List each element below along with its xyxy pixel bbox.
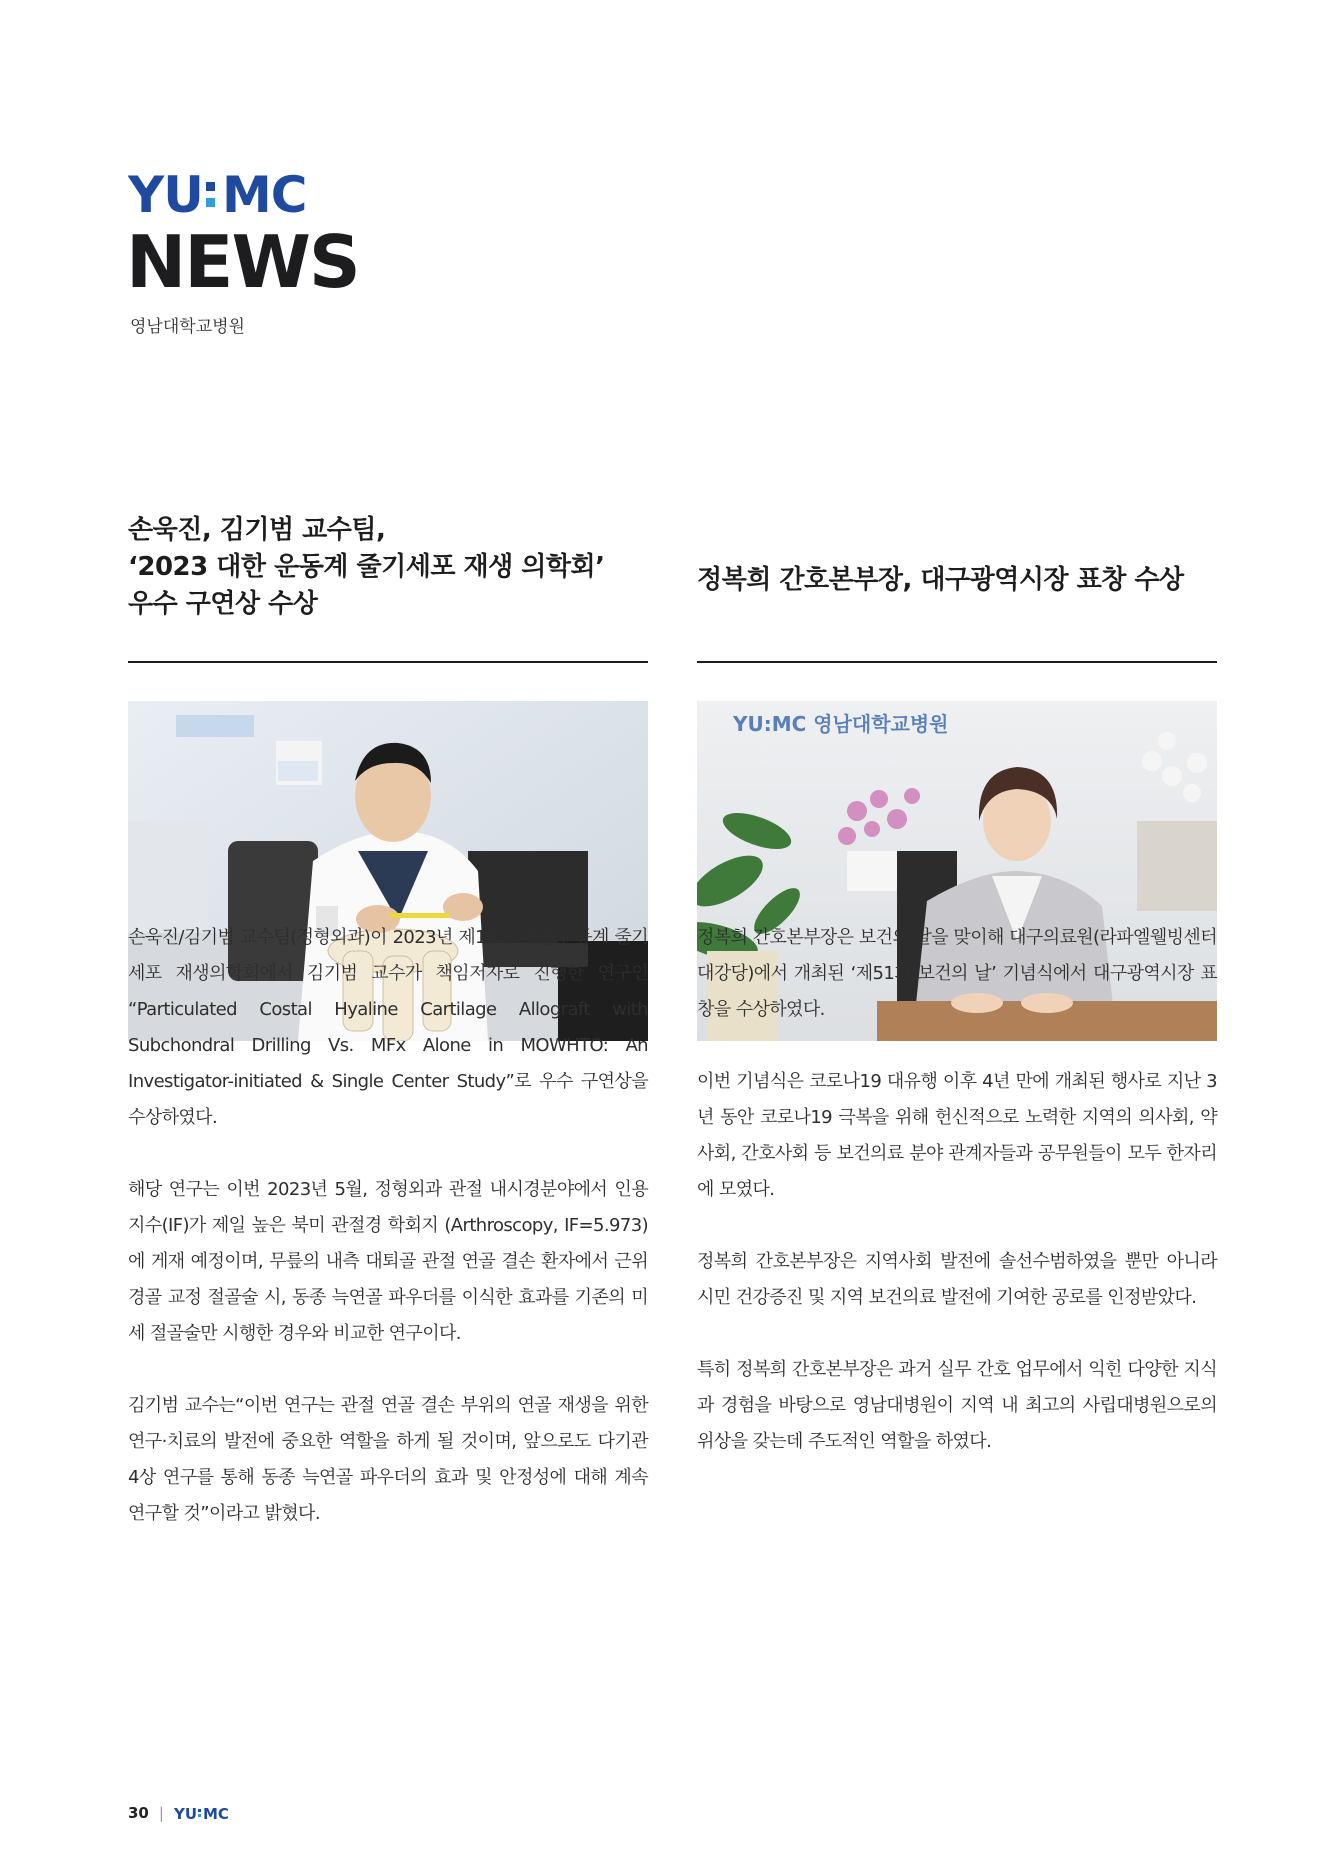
photo-sign-text: YU:MC 영남대학교병원 (733, 712, 949, 736)
headline-divider (128, 661, 648, 663)
article-left-body (128, 920, 648, 1568)
svg-text:MC: MC (222, 168, 307, 220)
footer-yumc-logo (174, 1805, 234, 1821)
svg-text:YU: YU (173, 1805, 197, 1821)
paragraph: 해당 연구는 이번 2023년 5월, 정형외과 관절 내시경분야에서 인용지수(IF)가 제일 높은 북미 관절경 학회지 (Arthroscopy, IF=5.973)에 게재 예정이며, 무릎의 내측 대퇴골 관절 연골 결손 환자에서 근위 경골 교정 절골술 시, 동종 늑연골 파우더를 이식한 효과를 기존의 미세 절골술만 시행한 경우와 비교한 연구이다. (128, 1179, 648, 1344)
page-footer (128, 1804, 234, 1822)
headline-divider (697, 661, 1217, 663)
headline-line: 우수 구연상 수상 (128, 589, 318, 619)
article-right-headline (697, 562, 1217, 599)
yumc-logo (128, 168, 328, 220)
paragraph: 이번 기념식은 코로나19 대유행 이후 4년 만에 개최된 행사로 지난 3년 동안 코로나19 극복을 위해 헌신적으로 노력한 지역의 의사회, 약사회, 간호사회 등 보건의료 분야 관계자들과 공무원들이 모두 한자리에 모였다. (697, 1071, 1217, 1200)
svg-text:MC: MC (202, 1805, 229, 1821)
paragraph: 정복희 간호본부장은 보건의 날을 맞이해 대구의료원(라파엘웰빙센터 대강당)에서 개최된 ‘제51회 보건의 날’ 기념식에서 대구광역시장 표창을 수상하였다. (697, 927, 1217, 1020)
paragraph: 정복희 간호본부장은 지역사회 발전에 솔선수범하였을 뿐만 아니라 시민 건강증진 및 지역 보건의료 발전에 기여한 공로를 인정받았다. (697, 1251, 1217, 1308)
page-number: 30 (128, 1804, 149, 1822)
paragraph: 김기범 교수는“이번 연구는 관절 연골 결손 부위의 연골 재생을 위한 연구·치료의 발전에 중요한 역할을 하게 될 것이며, 앞으로도 다기관 4상 연구를 통해 동종 늑연골 파우더의 효과 및 안정성에 대해 계속 연구할 것”이라고 밝혔다. (128, 1395, 648, 1524)
headline-line: 정복희 간호본부장, 대구광역시장 표창 수상 (697, 565, 1184, 595)
footer-separator: | (158, 1804, 164, 1822)
headline-line: 손욱진, 김기범 교수팀, (128, 515, 386, 545)
article-left-headline (128, 512, 648, 623)
masthead-title: NEWS (126, 220, 359, 304)
headline-line: ‘2023 대한 운동계 줄기세포 재생 의학회’ (128, 552, 605, 582)
svg-text:YU: YU (128, 168, 203, 220)
article-right-body (697, 920, 1217, 1496)
paragraph: 특히 정복희 간호본부장은 과거 실무 간호 업무에서 익힌 다양한 지식과 경험을 바탕으로 영남대병원이 지역 내 최고의 사립대병원으로의 위상을 갖는데 주도적인 역할을 하였다. (697, 1359, 1217, 1452)
paragraph: 손욱진/김기범 교수팀(정형외과)이 2023년 제18회 대한 운동계 줄기세포 재생의학회에서 김기범 교수가 책임저자로 진행한 연구인 “Particulated Costal Hyaline Cartilage Allograft with Subchondral Drilling Vs. MFx Alone in MOWHTO: An Investigator-initiated & Single Center Study”로 우수 구연상을 수상하였다. (128, 927, 648, 1128)
hospital-name: 영남대학교병원 (130, 317, 245, 337)
